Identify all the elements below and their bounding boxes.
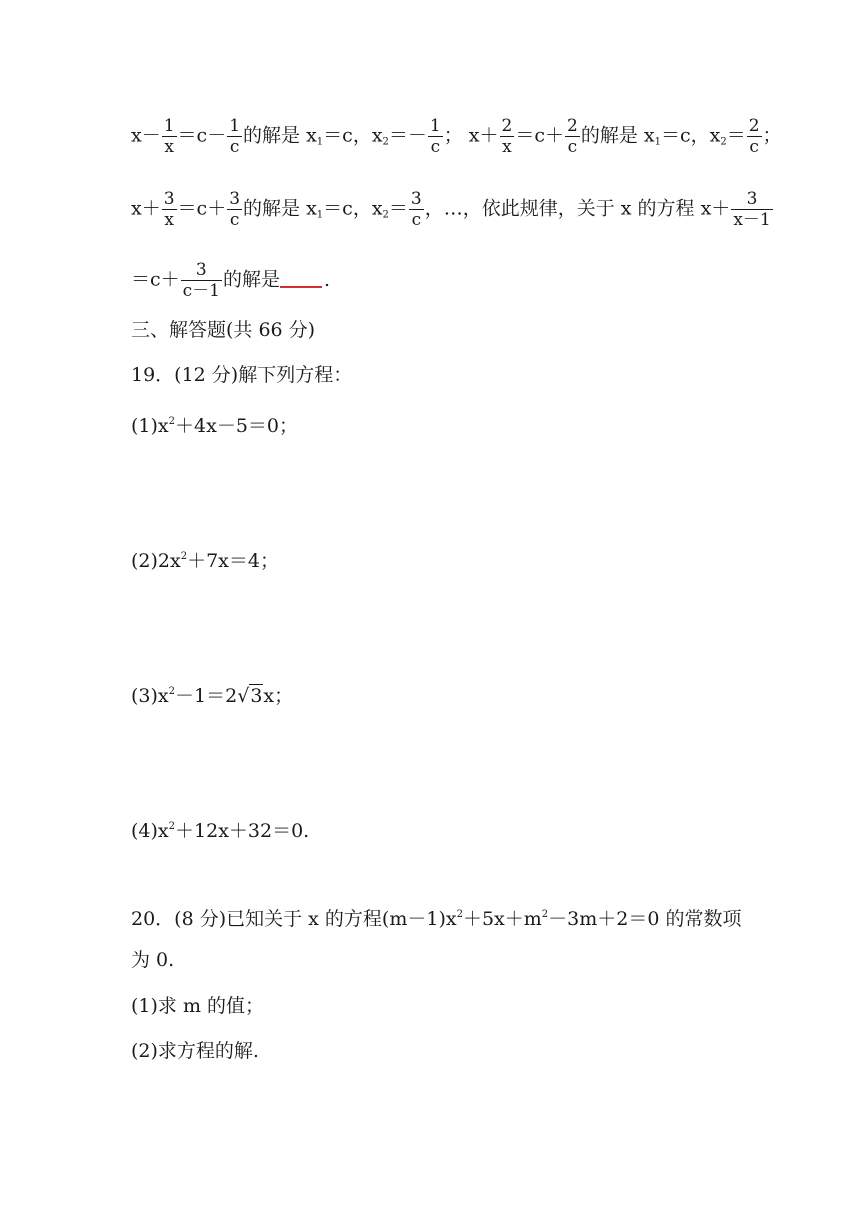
- text-segment: ＝c＋: [177, 197, 227, 220]
- fraction-numerator: 1: [429, 116, 441, 136]
- text-segment: x－: [131, 124, 161, 147]
- superscript: 2: [168, 686, 176, 697]
- fraction-numerator: 2: [567, 116, 578, 136]
- question-20-line-2: 为 0.: [131, 949, 175, 971]
- text-segment: ＝c＋: [515, 124, 564, 147]
- text-segment: 的解是: [223, 268, 281, 291]
- fraction-numerator: 2: [501, 116, 513, 136]
- question-20-sub-2: (2)求方程的解.: [131, 1040, 259, 1062]
- text-segment: －1＝2: [175, 685, 238, 707]
- subscript: 1: [654, 136, 661, 148]
- fraction: [500, 116, 515, 157]
- text-segment: (4)x: [131, 820, 169, 842]
- text-segment: ＋5x＋m: [462, 908, 542, 930]
- text-segment: x＋: [131, 197, 161, 220]
- text-segment: ＝c＋: [131, 268, 180, 291]
- fraction-denominator: x: [162, 209, 177, 230]
- fraction: [227, 189, 242, 230]
- fraction: [409, 189, 424, 230]
- subscript: 1: [316, 209, 324, 221]
- fraction-denominator: c: [565, 136, 580, 157]
- fraction-denominator: c: [409, 209, 424, 230]
- section-heading: 三、解答题(共 66 分): [131, 319, 316, 341]
- fraction: [747, 116, 762, 157]
- fraction: [162, 189, 177, 230]
- radicand: 3: [250, 685, 263, 707]
- text-segment: (3)x: [131, 685, 169, 707]
- text-segment: ，…，依此规律，关于 x 的方程 x＋: [424, 197, 731, 220]
- text-segment: (1)x: [131, 415, 169, 437]
- superscript: 2: [541, 909, 549, 920]
- superscript: 2: [180, 551, 188, 562]
- fraction-denominator: x－1: [733, 210, 771, 230]
- question-20-line-1: [131, 903, 741, 931]
- subscript: 2: [382, 209, 389, 221]
- text-segment: ＋7x＝4；: [187, 550, 279, 572]
- square-root: [237, 684, 263, 708]
- text-segment: ＋12x＋32＝0.: [175, 820, 310, 842]
- fraction: [162, 116, 177, 157]
- fraction: [731, 189, 772, 230]
- subscript: 1: [316, 136, 324, 148]
- question-19-title: 19．(12 分)解下列方程：: [131, 364, 353, 386]
- fraction-numerator: 3: [163, 189, 175, 209]
- text-segment: 20．(8 分)已知关于 x 的方程(m－1)x: [131, 908, 457, 930]
- text-segment: ＝－: [388, 124, 427, 147]
- fraction-denominator: c－1: [182, 281, 220, 301]
- fraction-denominator: c: [227, 209, 242, 230]
- fraction: [181, 260, 222, 301]
- fraction-numerator: 3: [195, 260, 207, 280]
- text-segment: ＝: [726, 124, 746, 147]
- question-19-part-3: [131, 680, 293, 708]
- text-segment: ＝: [388, 197, 408, 220]
- fraction-numerator: 3: [410, 189, 422, 209]
- text-segment: 的解是 x: [580, 124, 655, 147]
- fraction: [227, 116, 242, 157]
- fraction: [565, 116, 580, 157]
- fraction-numerator: 2: [748, 116, 760, 136]
- question-19-part-4: [131, 815, 309, 843]
- fraction-denominator: c: [227, 136, 242, 157]
- text-segment: ；: [762, 124, 782, 147]
- text-segment: ＋4x－5＝0；: [175, 415, 298, 437]
- fraction-numerator: 3: [229, 189, 241, 209]
- text-segment: ； x＋: [443, 124, 499, 147]
- fraction-denominator: x: [500, 136, 515, 157]
- fraction-numerator: 1: [163, 116, 175, 136]
- text-segment: (2)2x: [131, 550, 181, 572]
- subscript: 2: [720, 136, 727, 148]
- text-segment: 的解是 x: [243, 197, 317, 220]
- answer-blank[interactable]: [280, 268, 322, 288]
- superscript: 2: [168, 416, 176, 427]
- text-segment: ＝c，x: [323, 124, 383, 147]
- text-segment: ＝c－: [177, 124, 227, 147]
- question-19-part-2: [131, 545, 279, 573]
- text-segment: 的解是 x: [243, 124, 317, 147]
- question-19-part-1: [131, 410, 298, 438]
- question-20-sub-1: (1)求 m 的值；: [131, 995, 265, 1017]
- superscript: 2: [456, 909, 463, 920]
- pattern-line-1: [131, 116, 782, 157]
- pattern-line-2: [131, 189, 774, 230]
- text-segment: －3m＋2＝0 的常数项: [548, 908, 742, 930]
- superscript: 2: [168, 821, 176, 832]
- fraction: [428, 116, 443, 157]
- subscript: 2: [382, 136, 389, 148]
- fraction-denominator: x: [162, 136, 177, 157]
- radical-sign: √: [237, 685, 250, 707]
- text-segment: x；: [263, 685, 294, 707]
- text-segment: ＝c，x: [323, 197, 383, 220]
- fraction-numerator: 1: [229, 116, 241, 136]
- fraction-numerator: 3: [746, 189, 758, 209]
- pattern-line-3: [131, 260, 330, 301]
- fraction-denominator: c: [747, 136, 762, 157]
- text-segment: .: [324, 268, 331, 291]
- fraction-denominator: c: [428, 136, 443, 157]
- text-segment: ＝c，x: [660, 124, 721, 147]
